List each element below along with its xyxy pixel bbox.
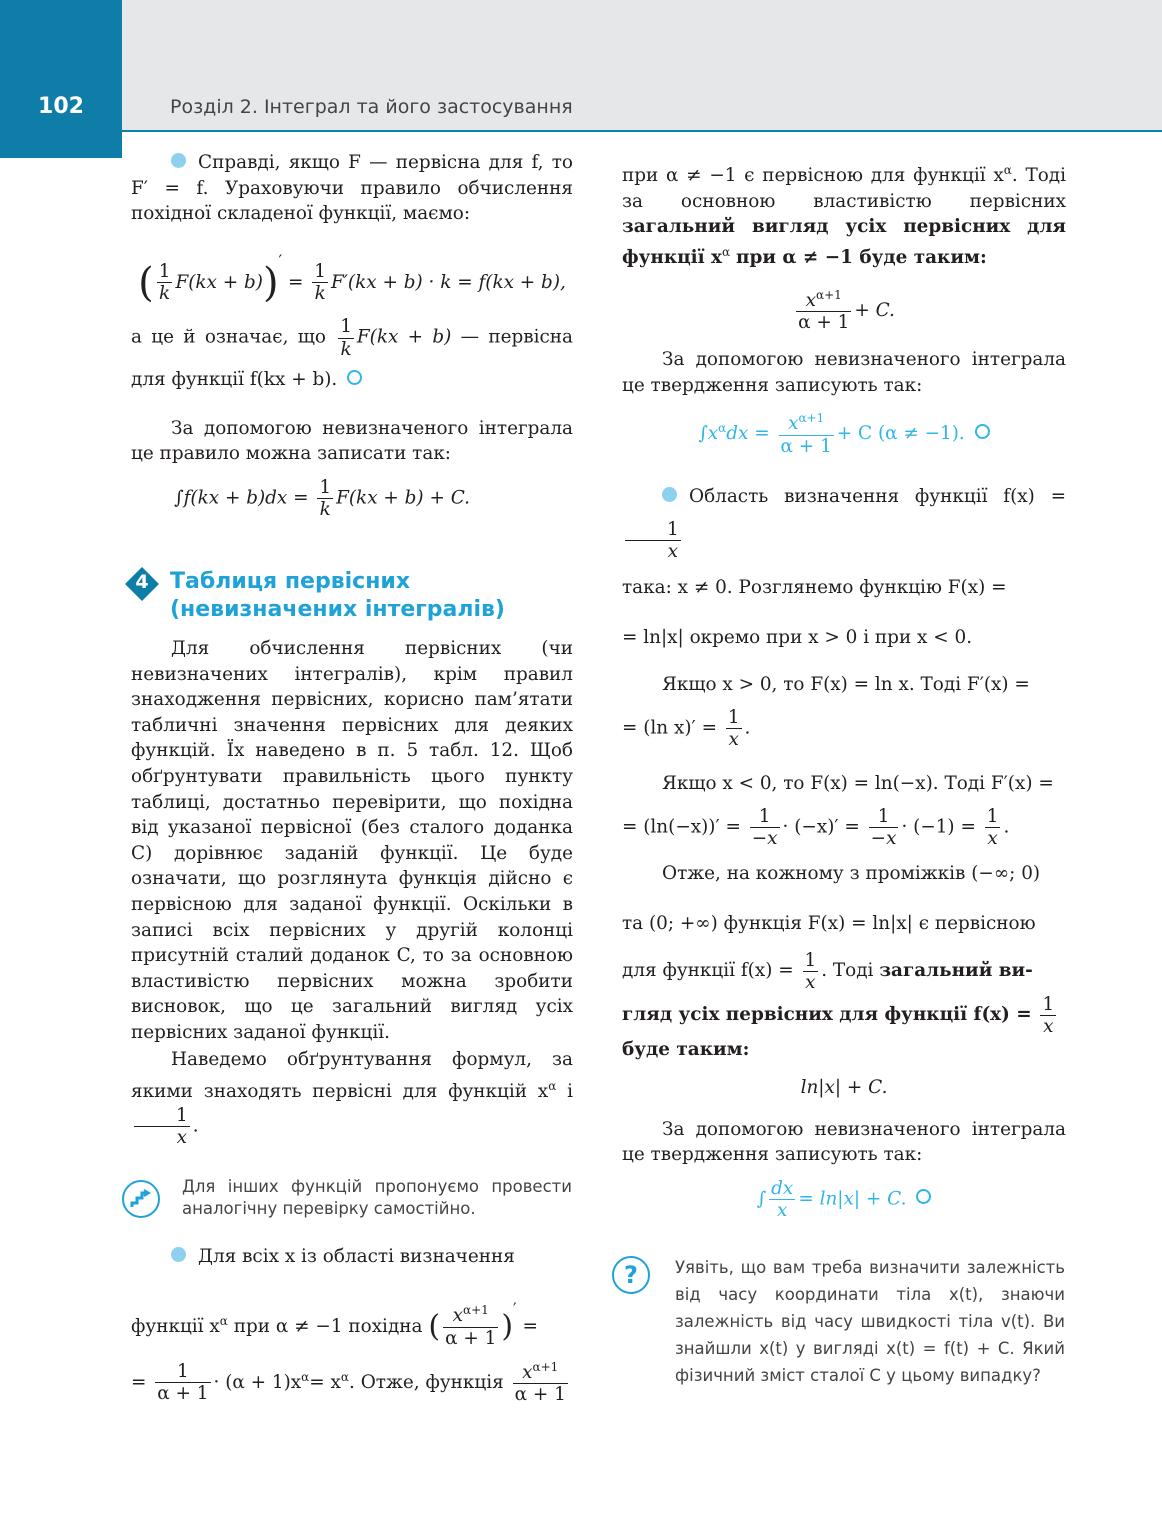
note-question: Уявіть, що вам треба визначити залежність від часу координати тіла x(t), знаючи залежність від часу швидкості тіла v(t). Ви знайшли x(t) у вигляді x(t) = f(t) + C. Який фізичний зміст сталої C у цьому випадку? bbox=[675, 1258, 1065, 1385]
paragraph-proof-start: Справді, якщо F — первісна для f, то F′ = f. Ураховуючи правило обчислення похідної складеної функції, маємо: bbox=[131, 152, 573, 225]
paragraph-intervals: Отже, на кожному з проміжків (−∞; 0) bbox=[662, 863, 1041, 885]
paragraph-power-integral: За допомогою невизначеного інтеграла це твердження записують так: bbox=[622, 349, 1066, 396]
running-head: Розділ 2. Інтеграл та його застосування bbox=[170, 96, 573, 118]
paragraph-negative-case-2: = (ln(−x))′ = $\frac{1}{-x}$ · (−x)′ = $\frac{1}{-x}$ · (−1) = $\frac{1}{x}$ . bbox=[622, 806, 1010, 850]
formula-power-general: $\frac{x^{\alpha+1}}{\alpha + 1}$ + C. bbox=[798, 287, 895, 333]
formula-derivative: ( $\frac{1}{k}$ F(kx + b))′ = $\frac{1}{k}$ F′(kx + b) · k = f(kx + b), bbox=[138, 250, 566, 306]
formula-ln-integral: ∫ $\frac{dx}{x}$ = ln|x| + C. bbox=[622, 1178, 1066, 1221]
end-proof-ring-icon bbox=[347, 370, 362, 385]
steps-icon bbox=[122, 1180, 160, 1218]
left-column-bottom bbox=[131, 1244, 573, 1408]
paragraph-intervals-4: гляд усіх первісних для функції f(x) = $\frac{1}{x}$ bbox=[622, 993, 1055, 1037]
paragraph-power-proof-3: = $\frac{1}{\alpha + 1}$ · $(\alpha + 1)x^\alpha= x^\alpha$. Отже, функція $\frac{x^{\alpha+1}}{\alpha + 1}$ bbox=[131, 1359, 566, 1405]
header-rule bbox=[122, 130, 1162, 132]
paragraph-power-general: при α ≠ −1 є первісною для функції $x^\alpha$. Тоді за основною властивістю первісних загальний вигляд усіх первісних для функції $x^\alpha$ при α ≠ −1 буде таким: bbox=[622, 163, 1066, 269]
paragraph-intervals-3: для функції f(x) = $\frac{1}{x}$ . Тоді загальний ви- bbox=[622, 949, 1033, 993]
left-column-top bbox=[131, 150, 573, 520]
bullet-dot-icon bbox=[171, 1247, 186, 1262]
paragraph-power-proof-1: Для всіх x із області визначення bbox=[131, 1244, 573, 1270]
page-number: 102 bbox=[38, 94, 84, 119]
formula-power-integral: $\int x^\alpha dx$ = $\frac{x^{\alpha+1}}{\alpha + 1}$ + C (α ≠ −1). bbox=[622, 412, 1066, 456]
paragraph-domain-2: така: x ≠ 0. Розглянемо функцію F(x) = bbox=[622, 576, 1007, 598]
question-icon: ? bbox=[612, 1256, 650, 1294]
bullet-dot-icon bbox=[662, 487, 677, 502]
paragraph-positive-case: Якщо x > 0, то F(x) = ln x. Тоді F′(x) = bbox=[662, 673, 1030, 695]
paragraph-meaning: а це й означає, що $\frac{1}{k}$ F(kx + b) — первісна для функції f(kx + b). bbox=[131, 316, 573, 390]
section-number: 4 bbox=[135, 571, 149, 593]
section-title: Таблиця первісних (невизначених інтегралів) bbox=[170, 569, 505, 622]
right-column bbox=[622, 158, 1066, 1221]
paragraph-positive-case-2: = (ln x)′ = $\frac{1}{x}$ . bbox=[622, 706, 751, 750]
bullet-dot-icon bbox=[171, 153, 186, 168]
left-column-middle bbox=[131, 636, 573, 1148]
paragraph-negative-case: Якщо x < 0, то F(x) = ln(−x). Тоді F′(x) = bbox=[662, 773, 1054, 794]
formula-ln-general: ln|x| + C. bbox=[800, 1076, 888, 1098]
page-number-tab bbox=[0, 0, 122, 158]
paragraph-intervals-5: буде таким: bbox=[622, 1039, 750, 1061]
paragraph-power-proof-2: функції $x^\alpha$ при α ≠ −1 похідна ( $\frac{x^{\alpha+1}}{\alpha + 1}$ )′ = bbox=[131, 1298, 538, 1349]
paragraph-domain-3: = ln|x| окремо при x > 0 і при x < 0. bbox=[622, 626, 973, 648]
paragraph-ln-integral: За допомогою невизначеного інтеграла це твердження записують так: bbox=[622, 1118, 1066, 1166]
paragraph-domain: Область визначення функції f(x) = $\frac{1}{x}$ bbox=[622, 475, 1066, 563]
formula-integral-rule: ∫f(kx + b)dx = $\frac{1}{k}$ F(kx + b) + C. bbox=[174, 476, 470, 521]
paragraph-table: Для обчислення первісних (чи невизначених інтегралів), крім правил знаходження первісних, корисно пам’ятати табличні значення первісних для деяких функцій. Їх наведено в п. 5 табл. 12. Щоб обґрунтувати правильність цього пункту таблиці, достатньо перевірити, що похідна від указаної первісної (без сталого доданка C) дорівнює заданій функції. Це буде означати, що розглянута функція дійсно є первісною для заданої функції. Оскільки в записі всіх первісних у другій колонці присутній сталий доданок C, то за основною властивістю первісних можна зробити висновок, що це загальний вигляд усіх первісних заданої функції. bbox=[131, 638, 573, 1043]
end-proof-ring-icon bbox=[975, 424, 990, 439]
paragraph-justification: Наведемо обґрунтування формул, за якими знаходять первісні для функцій $x^\alpha$ і $\frac{1}{x}$ . bbox=[131, 1048, 573, 1148]
paragraph-intervals-2: та (0; +∞) функція F(x) = ln|x| є первісною bbox=[622, 913, 1036, 935]
note-self-check: Для інших функцій пропонуємо провести аналогічну перевірку самостійно. bbox=[182, 1177, 572, 1218]
end-proof-ring-icon bbox=[916, 1189, 931, 1204]
paragraph-integral-rule: За допомогою невизначеного інтеграла це правило можна записати так: bbox=[131, 417, 573, 465]
